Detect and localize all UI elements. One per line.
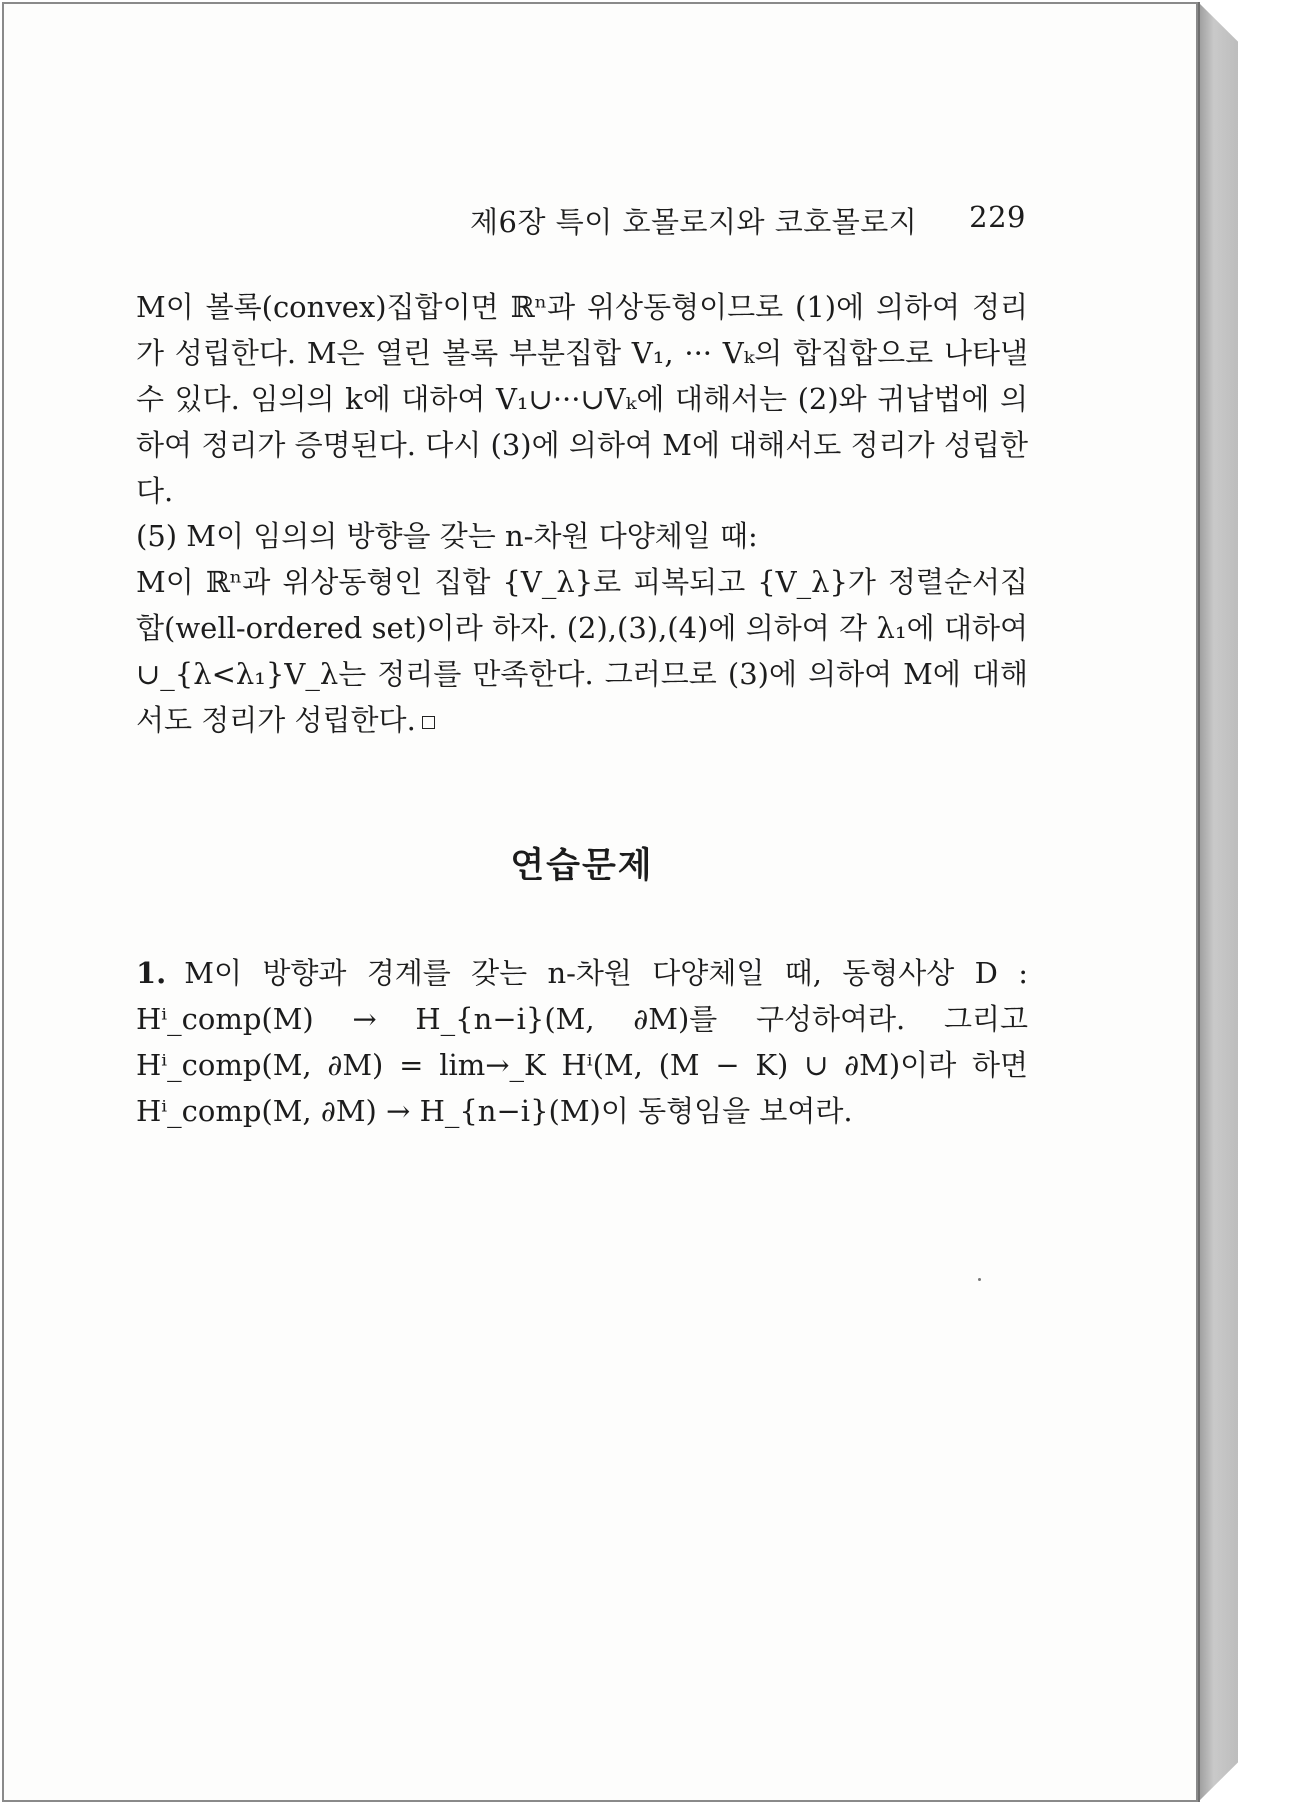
- chapter-title: 제6장 특이 호몰로지와 코호몰로지: [470, 205, 918, 239]
- page-number: 229: [969, 200, 1026, 234]
- proof-paragraph: [136, 284, 1028, 514]
- book-page: [2, 2, 1198, 1802]
- exercise-item: [136, 950, 1028, 1134]
- page-edge-shadow: [1198, 2, 1238, 1802]
- proof-case-5: [136, 513, 1028, 743]
- section-title: 연습문제: [510, 845, 654, 886]
- proof-paragraph-text: M이 볼록(convex)집합이면 ℝⁿ과 위상동형이므로 (1)에 의하여 정리가 성립한다. M은 열린 볼록 부분집합 V₁, ··· Vₖ의 합집합으로 나타낼 수 있다. 임의의 k에 대하여 V₁∪···∪Vₖ에 대해서는 (2)와 귀납법에 의하여 정리가 증명된다. 다시 (3)에 의하여 M에 대해서도 정리가 성립한다.: [136, 290, 1028, 508]
- page-edge-line: [1198, 2, 1200, 1802]
- running-head: [470, 200, 1026, 241]
- case-5-heading: (5) M이 임의의 방향을 갖는 n-차원 다양체일 때:: [136, 519, 758, 553]
- exercise-text: M이 방향과 경계를 갖는 n-차원 다양체일 때, 동형사상 D : Hⁱ_comp(M) → H_{n−i}(M, ∂M)를 구성하여라. 그리고 Hⁱ_comp(M, ∂M) = lim→_K Hⁱ(M, (M − K) ∪ ∂M)이라 하면 Hⁱ_comp(M, ∂M) → H_{n−i}(M)이 동형임을 보여라.: [136, 956, 1028, 1128]
- qed-symbol: [422, 716, 435, 729]
- exercise-number: 1.: [136, 956, 167, 990]
- print-speck: [978, 1278, 981, 1281]
- case-5-text: M이 ℝⁿ과 위상동형인 집합 {V_λ}로 피복되고 {V_λ}가 정렬순서집합(well-ordered set)이라 하자. (2),(3),(4)에 의하여 각 λ₁에 대하여 ∪_{λ<λ₁}V_λ는 정리를 만족한다. 그러므로 (3)에 의하여 M에 대해서도 정리가 성립한다.: [136, 565, 1028, 737]
